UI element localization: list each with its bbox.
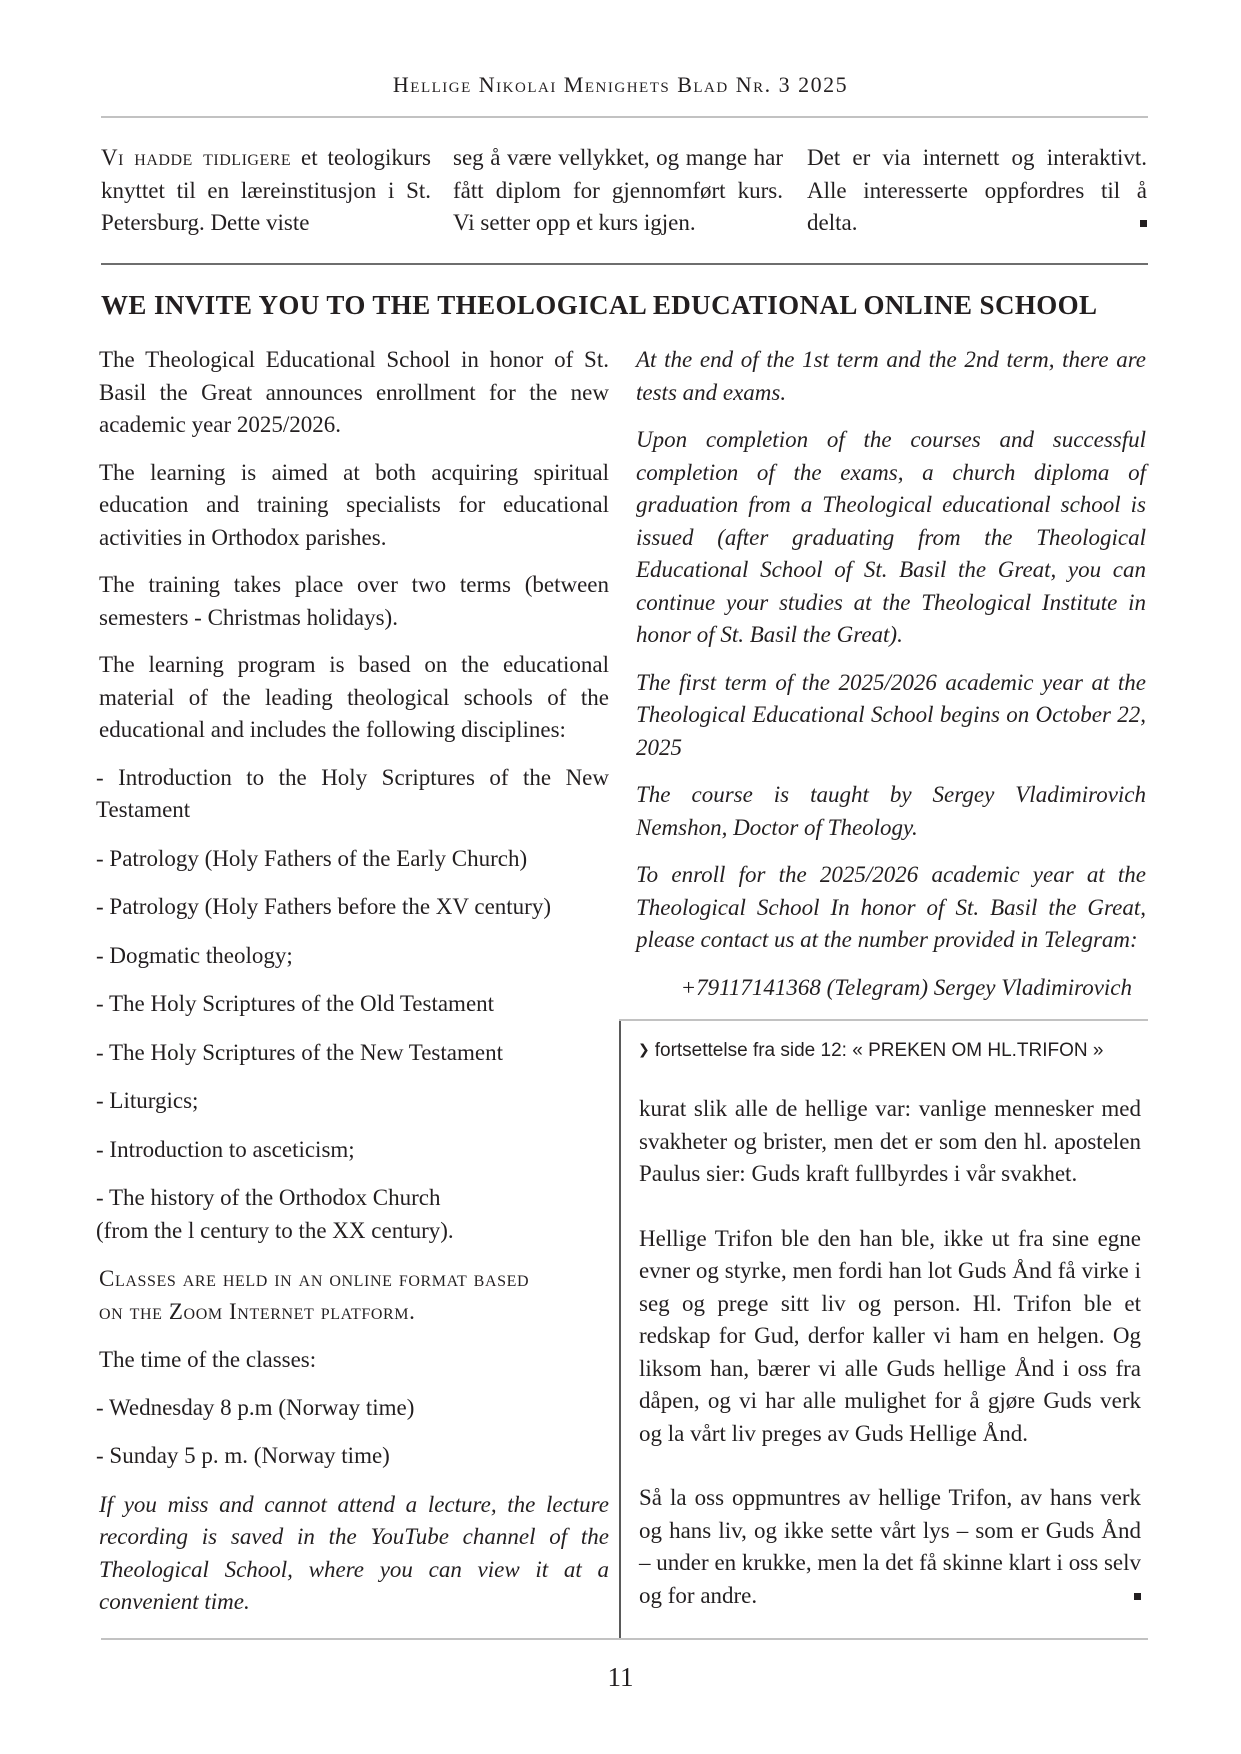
paragraph: The learning is aimed at both acquiring spiritual education and training specialists for educational activities in Orthodox parishes. <box>99 459 609 550</box>
discipline-item: - The history of the Orthodox Church (from the l century to the XX century). <box>96 1185 454 1243</box>
paragraph: The course is taught by Sergey Vladimirovich Nemshon, Doctor of Theology. <box>636 782 1146 840</box>
discipline-item: - The Holy Scriptures of the Old Testament <box>96 991 495 1016</box>
section-rule <box>101 263 1148 265</box>
running-head: Hellige Nikolai Menighets Blad Nr. 3 2025 <box>392 72 849 97</box>
discipline-item: - Introduction to asceticism; <box>96 1136 355 1162</box>
article-left-column <box>96 344 609 1634</box>
discipline-item: - Patrology (Holy Fathers before the XV century) <box>96 894 551 919</box>
continuation-label-text: fortsettelse fra side 12: « PREKEN OM HL.TRIFON » <box>654 1040 1104 1061</box>
intro-column-2 <box>453 142 783 240</box>
schedule-item: - Wednesday 8 p.m (Norway time) <box>96 1394 415 1420</box>
article-title: WE INVITE YOU TO THE THEOLOGICAL EDUCATIONAL ONLINE SCHOOL <box>101 290 1098 320</box>
end-mark-icon <box>1134 1593 1141 1600</box>
footer-rule <box>101 1638 1148 1640</box>
telegram-contact: +79117141368 (Telegram) Sergey Vladimirovich <box>680 974 1132 1000</box>
disciplines-list <box>96 762 609 1248</box>
missed-lecture-note: If you miss and cannot attend a lecture, the lecture recording is saved in the YouTube channel of the Theological School, where you can view it at a convenient time. <box>99 1491 609 1614</box>
intro-column-1 <box>101 142 431 240</box>
paragraph: To enroll for the 2025/2026 academic year at the Theological School In honor of St. Basil the Great, please contact us at the number provided in Telegram: <box>636 862 1146 952</box>
intro-paragraph-start <box>101 142 431 240</box>
discipline-item: - Patrology (Holy Fathers of the Early Church) <box>96 845 528 871</box>
format-note: Classes are held in an online format based on the Zoom Internet platform. <box>99 1266 530 1324</box>
intro-text-3: Det er via internett og interaktivt. Alle interesserte oppfordres til å delta. <box>807 145 1147 235</box>
header-rule <box>101 116 1148 118</box>
discipline-item: - Dogmatic theology; <box>96 942 293 968</box>
schedule-list <box>96 1392 609 1473</box>
chevron-right-icon: ❯ <box>638 1041 650 1057</box>
paragraph: The Theological Educational School in honor of St. Basil the Great announces enrollment for the new academic year 2025/2026. <box>99 347 609 437</box>
paragraph: At the end of the 1st term and the 2nd term, there are tests and exams. <box>636 347 1146 405</box>
continuation-box-top-border <box>619 1019 1148 1021</box>
intro-paragraph-end <box>807 142 1147 240</box>
continuation-body <box>639 1093 1141 1644</box>
end-mark-icon <box>1140 220 1147 227</box>
paragraph-end <box>639 1482 1141 1612</box>
schedule-item: - Sunday 5 p. m. (Norway time) <box>96 1443 390 1468</box>
continuation-box-left-border <box>619 1019 621 1638</box>
page-number: 11 <box>607 1662 634 1692</box>
paragraph: Hellige Trifon ble den han ble, ikke ut fra sine egne evner og styrke, men fordi han lot Guds Ånd få virke i seg og prege sitt liv og person. Hl. Trifon ble et redskap for Gud, derfor kaller vi ham en helgen. Og liksom han, bærer vi alle Guds hellige Ånd i oss fra dåpen, og vi har alle mulighet for å gjøre Guds verk og la vårt liv preges av Guds Hellige Ånd. <box>639 1225 1141 1446</box>
discipline-item: - Introduction to the Holy Scriptures of the New Testament <box>96 764 609 822</box>
paragraph-text: Så la oss oppmuntres av hellige Trifon, av hans verk og hans liv, og ikke sette vårt lys – som er Guds Ånd – under en krukke, men la det få skinne klart i oss selv og for andre. <box>639 1485 1141 1608</box>
paragraph: The learning program is based on the educational material of the leading theological schools of the educational and includes the following disciplines: <box>99 652 609 742</box>
discipline-item: - The Holy Scriptures of the New Testament <box>96 1039 503 1065</box>
paragraph: The first term of the 2025/2026 academic year at the Theological Educational School begins on October 22, 2025 <box>636 669 1146 760</box>
intro-lead-small-caps: Vi hadde tidligere <box>101 145 292 170</box>
article-right-column <box>636 344 1146 1019</box>
intro-column-3 <box>807 142 1147 240</box>
schedule-label: The time of the classes: <box>99 1347 317 1372</box>
intro-text-1: et teologikurs knyttet til en læreinstitusjon i St. Petersburg. Dette viste <box>101 145 431 235</box>
discipline-item: - Liturgics; <box>96 1088 199 1113</box>
paragraph: kurat slik alle de hellige var: vanlige mennesker med svakheter og brister, men det er som den hl. apostelen Paulus sier: Guds kraft fullbyrdes i vår svakhet. <box>639 1096 1141 1186</box>
intro-text-2: seg å være vellykket, og mange har fått diplom for gjennomført kurs. Vi setter opp et kurs igjen. <box>453 145 783 235</box>
paragraph: Upon completion of the courses and successful completion of the exams, a church diploma of graduation from a Theological educational school is issued (after graduating from the Theological Educational School of St. Basil the Great, you can continue your studies at the Theological Institute in honor of St. Basil the Great). <box>636 427 1146 647</box>
continuation-label <box>638 1040 1104 1062</box>
paragraph: The training takes place over two terms (between semesters - Christmas holidays). <box>99 572 609 630</box>
